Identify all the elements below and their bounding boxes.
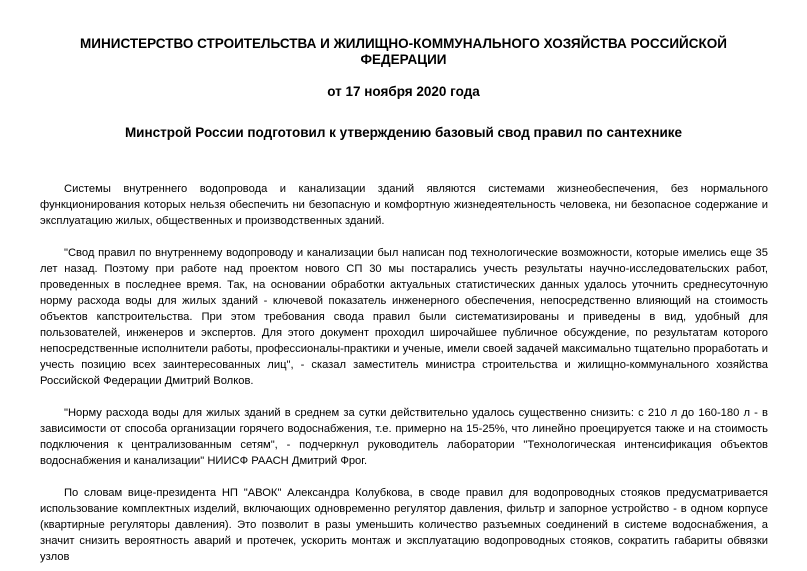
paragraph: По словам вице-президента НП "АВОК" Александра Колубкова, в своде правил для водопроводных стояков предусматривается использование комплектных изделий, включающих одновременно регулятор давления, фильтр и запорное устройство - в одном корпусе (квартирные регуляторы давления). Это позволит в разы уменьшить количество разъемных соединений в системе водоснабжения, а значит снизить вероятность аварий и протечек, ускорить монтаж и эксплуатацию водопроводных стояков, сократить габариты обвязки узлов [40, 487, 768, 563]
paragraph: "Свод правил по внутреннему водопроводу и канализации был написан под технологические возможности, которые имелись еще 35 лет назад. Поэтому при работе над проектом нового СП 30 мы постарались учесть результаты научно-исследовательских работ, проведенных в последнее время. Так, на основании обработки актуальных статистических данных удалось уточнить среднесуточную норму расхода воды для жилых зданий - ключевой показатель инженерного обеспечения, непосредственно влияющий на стоимость объектов капстроительства. При этом требования свода правил были систематизированы и приведены в вид, удобный для пользователей, инженеров и экспертов. Для этого документ проходил широчайшее публичное обсуждение, по результатам которого непосредственные исполнители работы, профессионалы-практики и ученые, имели своей задачей максимально тщательно проработать и учесть позицию всех заинтересованных лиц", - сказал заместитель министра строительства и жилищно-коммунального хозяйства Российской Федерации Дмитрий Волков. [40, 247, 768, 387]
document-date: от 17 ноября 2020 года [327, 84, 480, 99]
paragraph: "Норму расхода воды для жилых зданий в среднем за сутки действительно удалось существенно снизить: с 210 л до 160-180 л - в зависимости от способа организации горячего водоснабжения, т.е. примерно на 15-25%, что линейно проецируется также и на стоимость подключения к централизованным сетям", - подчеркнул руководитель лаборатории "Технологическая интенсификация объектов водоснабжения и канализации" НИИСФ РААСН Дмитрий Фрог. [40, 407, 768, 467]
paragraph: Системы внутреннего водопровода и канализации зданий являются системами жизнеобеспечения, без нормального функционирования которых нельзя обеспечить ни безопасную и комфортную жизнедеятельность человека, ни безопасное содержание и эксплуатацию жилых, общественных и производственных зданий. [40, 183, 768, 227]
article-headline: Минстрой России подготовил к утверждению базовый свод правил по сантехнике [124, 125, 683, 140]
organization-title: МИНИСТЕРСТВО СТРОИТЕЛЬСТВА И ЖИЛИЩНО-КОММУНАЛЬНОГО ХОЗЯЙСТВА РОССИЙСКОЙ ФЕДЕРАЦИИ [80, 36, 727, 67]
article-body [40, 181, 768, 571]
